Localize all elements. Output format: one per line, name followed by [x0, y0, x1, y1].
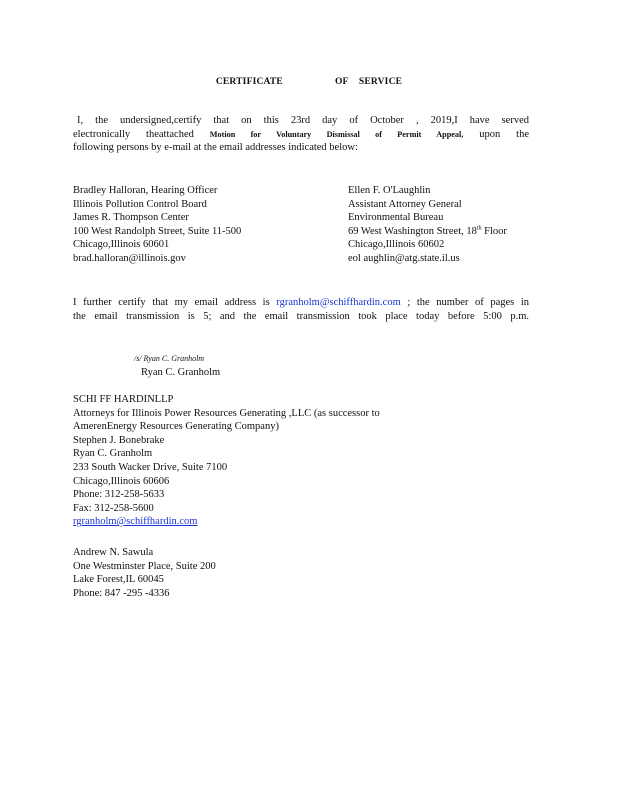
intro-line-1: I, the undersigned,certify that on this 23rd day of October , 2019,I have served: [77, 115, 529, 126]
intro-paragraph: [73, 114, 529, 155]
certify-line-1-pre: I further certify that my email address is: [73, 297, 270, 308]
certify-line-1-post: ; the number of pages in: [407, 297, 530, 308]
signature-script: /s/ Ryan C. Granholm: [134, 354, 205, 363]
recipient-left-name: Bradley Halloran, Hearing Officer: [73, 185, 218, 196]
second-attorney-phone: Phone: 847 -295 -4336: [73, 587, 170, 599]
recipient-left-email: brad.halloran@illinois.gov: [73, 252, 186, 264]
recipient-left-org: Illinois Pollution Control Board: [73, 198, 207, 210]
firm-attorney-2: Ryan C. Granholm: [73, 448, 153, 460]
recipient-right-street: [348, 225, 507, 239]
certify-line-1: [73, 296, 529, 310]
title-word-of: OF: [334, 77, 349, 87]
firm-name: SCHI FF HARDINLLP: [73, 394, 174, 405]
firm-phone: Phone: 312-258-5633: [73, 489, 165, 501]
recipient-left: [73, 184, 241, 266]
recipient-left-street: 100 West Randolph Street, Suite 11-500: [73, 225, 242, 237]
intro-line-2-post: upon the: [479, 128, 530, 140]
recipient-right-street-sup: th: [476, 225, 482, 232]
title-word-certificate: CERTIFICATE: [215, 77, 283, 87]
firm-email-link[interactable]: rgranholm@schiffhardin.com: [73, 516, 198, 528]
firm-block: [73, 393, 380, 529]
recipient-right-name: Ellen F. O'Laughlin: [348, 185, 431, 196]
second-attorney-name: Andrew N. Sawula: [73, 547, 154, 558]
firm-city: Chicago,Illinois 60606: [73, 475, 170, 487]
signature-printed-name: Ryan C. Granholm: [141, 367, 221, 378]
second-attorney-block: [73, 546, 216, 600]
recipient-left-building: James R. Thompson Center: [73, 212, 189, 224]
recipient-right-title: Assistant Attorney General: [348, 198, 462, 210]
recipient-left-city: Chicago,Illinois 60601: [73, 239, 170, 251]
firm-attorneys-line-1: Attorneys for Illinois Power Resources Generating ,LLC (as successor to: [73, 407, 380, 419]
intro-line-2-pre: electronically theattached: [73, 128, 194, 140]
certify-line-2: the email transmission is 5; and the email transmission took place today before 5:00 p.m.: [73, 310, 529, 322]
intro-motion-title: Motion for Voluntary Dismissal of Permit Appeal,: [209, 129, 464, 139]
firm-attorney-1: Stephen J. Bonebrake: [73, 434, 165, 446]
recipient-right-email: eol aughlin@atg.state.il.us: [348, 252, 460, 264]
certify-email-link[interactable]: rgranholm@schiffhardin.com: [276, 297, 401, 308]
document-title: [0, 76, 618, 90]
second-attorney-street: One Westminster Place, Suite 200: [73, 560, 216, 572]
recipient-right: [348, 184, 507, 266]
recipient-right-city: Chicago,Illinois 60602: [348, 239, 445, 251]
firm-fax: Fax: 312-258-5600: [73, 502, 154, 514]
firm-street: 233 South Wacker Drive, Suite 7100: [73, 461, 228, 473]
second-attorney-city: Lake Forest,IL 60045: [73, 574, 164, 586]
intro-line-3: following persons by e-mail at the email addresses indicated below:: [73, 142, 358, 154]
recipient-right-bureau: Environmental Bureau: [348, 212, 444, 224]
recipient-right-street-end: Floor: [484, 225, 507, 237]
title-word-service: SERVICE: [358, 77, 403, 87]
recipient-right-street-main: 69 West Washington Street, 18: [348, 225, 477, 237]
firm-attorneys-line-2: AmerenEnergy Resources Generating Company): [73, 421, 279, 433]
intro-line-2: [73, 128, 529, 142]
certify-paragraph: [73, 296, 529, 323]
